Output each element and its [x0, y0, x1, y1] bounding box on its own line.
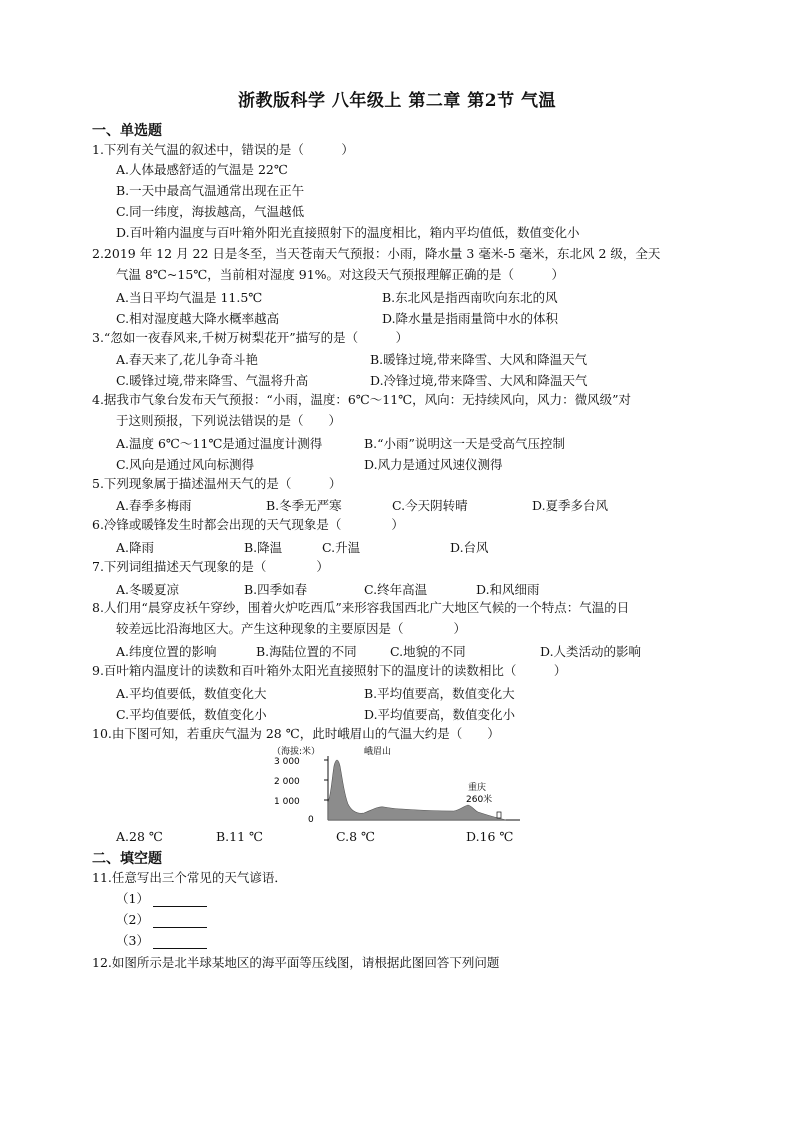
q10-option-c: C.8 ℃ [336, 829, 376, 844]
q3-option-a: A.春天来了,花儿争奇斗艳 [116, 352, 258, 367]
q10-option-d: D.16 ℃ [466, 829, 514, 844]
q5-stem: 5.下列现象属于描述温州天气的是（ ） [92, 476, 342, 491]
q5-option-d: D.夏季多台风 [532, 498, 609, 513]
q11-blank-2 [116, 912, 207, 928]
q2-option-c: C.相对湿度越大降水概率越高 [116, 311, 280, 326]
q11-blank-2-label: （2） [116, 912, 149, 927]
q1-option-b: B.一天中最高气温通常出现在正午 [116, 183, 305, 198]
q3-options-row1 [112, 350, 632, 366]
q2-option-a: A.当日平均气温是 11.5℃ [116, 290, 263, 305]
q9-option-c: C.平均值要低，数值变化小 [116, 707, 267, 722]
q7-stem: 7.下列词组描述天气现象的是（ ） [92, 559, 329, 574]
q8-option-c: C.地貌的不同 [390, 644, 466, 659]
q3-option-d: D.冷锋过境,带来降雪、大风和降温天气 [370, 373, 588, 388]
q5-option-a: A.春季多梅雨 [116, 498, 192, 513]
q9-option-d: D.平均值要高，数值变化小 [364, 707, 516, 722]
q2-option-d: D.降水量是指雨量筒中水的体积 [382, 311, 559, 326]
q6-option-c: C.升温 [322, 540, 361, 555]
q9-options-row1 [112, 684, 632, 700]
q5-option-c: C.今天阴转晴 [392, 498, 468, 513]
y-tick-3000: 3 000 [274, 757, 300, 767]
q2-stem-line1: 2.2019 年 12 月 22 日是冬至，当天苍南天气预报：小雨，降水量 3 毫米-5 毫米，东北风 2 级，全天 [92, 246, 661, 261]
q5-option-b: B.冬季无严寒 [266, 498, 342, 513]
q2-options-row1 [112, 288, 632, 304]
q4-option-a: A.温度 6℃～11℃是通过温度计测得 [116, 436, 323, 451]
q10-option-a: A.28 ℃ [116, 829, 163, 844]
q4-option-c: C.风向是通过风向标测得 [116, 457, 255, 472]
q1-option-c: C.同一纬度，海拔越高，气温越低 [116, 204, 305, 219]
q10-stem: 10.由下图可知，若重庆气温为 28 ℃，此时峨眉山的气温大约是（ ） [92, 726, 500, 741]
q4-options-row2 [112, 455, 632, 471]
q8-option-d: D.人类活动的影响 [540, 644, 642, 659]
q6-option-b: B.降温 [244, 540, 283, 555]
peak-label-emei: 峨眉山 [364, 747, 392, 757]
q11-answer-line-1[interactable] [153, 894, 207, 907]
q12-stem: 12.如图所示是北半球某地区的海平面等压线图，请根据此图回答下列问题 [92, 955, 500, 970]
q11-answer-line-3[interactable] [153, 936, 207, 949]
q4-options-row1 [112, 434, 632, 450]
page-title: 浙教版科学 八年级上 第二章 第2节 气温 [237, 91, 556, 111]
q8-option-a: A.纬度位置的影响 [116, 644, 217, 659]
section-heading-fill-blank: 二、填空题 [92, 851, 162, 867]
q11-answer-line-2[interactable] [153, 915, 207, 928]
q5-options-row [112, 496, 632, 512]
q9-option-b: B.平均值要高，数值变化大 [364, 686, 515, 701]
q7-options-row [112, 580, 632, 596]
q3-option-b: B.暖锋过境,带来降雪、大风和降温天气 [370, 352, 588, 367]
q8-stem-line1: 8.人们用“晨穿皮袄午穿纱，围着火炉吃西瓜”来形容我国西北广大地区气候的一个特点：气温的日 [92, 600, 630, 615]
q3-option-c: C.暖锋过境,带来降雪、气温将升高 [116, 373, 309, 388]
q2-options-row2 [112, 309, 632, 325]
q10-options-row [112, 829, 632, 845]
q6-options-row [112, 538, 632, 554]
q9-option-a: A.平均值要低，数值变化大 [116, 686, 267, 701]
q10-option-b: B.11 ℃ [216, 829, 264, 844]
q2-stem-line2: 气温 8℃~15℃，当前相对湿度 91%。对这段天气预报理解正确的是（ ） [116, 267, 565, 282]
y-tick-1000: 1 000 [274, 797, 300, 807]
q11-stem: 11.任意写出三个常见的天气谚语． [92, 870, 287, 885]
y-tick-0: 0 [308, 815, 314, 825]
q11-blank-1-label: （1） [116, 891, 149, 906]
q11-blank-1 [116, 891, 207, 907]
city-label-chongqing: 重庆 [468, 783, 487, 793]
q9-options-row2 [112, 705, 632, 721]
q1-option-a: A.人体最感舒适的气温是 22℃ [116, 162, 288, 177]
q7-option-c: C.终年高温 [364, 582, 428, 597]
city-altitude-label: 260米 [466, 795, 493, 805]
q6-option-a: A.降雨 [116, 540, 155, 555]
q3-stem: 3.“忽如一夜春风来,千树万树梨花开”描写的是（ ） [92, 330, 409, 345]
q11-blank-3-label: （3） [116, 933, 149, 948]
elevation-profile-figure [268, 742, 530, 826]
q1-option-d: D.百叶箱内温度与百叶箱外阳光直接照射下的温度相比，箱内平均值低，数值变化小 [116, 225, 580, 240]
q1-stem: 1.下列有关气温的叙述中，错误的是（ ） [92, 142, 354, 157]
q2-option-b: B.东北风是指西南吹向东北的风 [382, 290, 558, 305]
figure-ylabel: （海拔:米） [272, 747, 321, 757]
y-tick-2000: 2 000 [274, 777, 300, 787]
q8-option-b: B.海陆位置的不同 [256, 644, 357, 659]
q7-option-b: B.四季如春 [244, 582, 308, 597]
chongqing-marker [497, 812, 501, 818]
q6-option-d: D.台风 [450, 540, 489, 555]
q4-option-d: D.风力是通过风速仪测得 [364, 457, 503, 472]
q3-options-row2 [112, 371, 632, 387]
q8-options-row [112, 642, 642, 659]
q4-stem-line2: 于这则预报，下列说法错误的是（ ） [116, 413, 342, 428]
q8-stem-line2: 较差远比沿海地区大。产生这种现象的主要原因是（ ） [116, 621, 467, 636]
q4-stem-line1: 4.据我市气象台发布天气预报：“小雨，温度：6℃～11℃，风向：无持续风向，风力：微风级”对 [92, 392, 632, 407]
q6-stem: 6.冷锋或暖锋发生时都会出现的天气现象是（ ） [92, 517, 404, 532]
q7-option-d: D.和风细雨 [476, 582, 540, 597]
q4-option-b: B.“小雨”说明这一天是受高气压控制 [364, 436, 565, 451]
q11-blank-3 [116, 933, 207, 949]
q9-stem: 9.百叶箱内温度计的读数和百叶箱外太阳光直接照射下的温度计的读数相比（ ） [92, 663, 567, 678]
q7-option-a: A.冬暖夏凉 [116, 582, 180, 597]
section-heading-single-choice: 一、单选题 [92, 123, 162, 139]
